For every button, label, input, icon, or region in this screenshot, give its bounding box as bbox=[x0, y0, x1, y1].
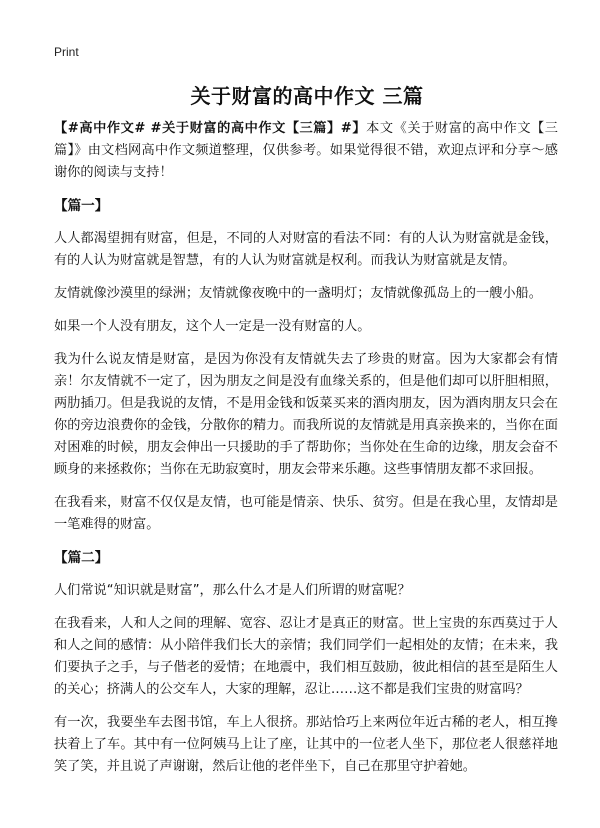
intro-paragraph bbox=[54, 118, 558, 184]
intro-tags: 【#高中作文# #关于财富的高中作文【三篇】#】 bbox=[54, 121, 367, 136]
section-2-paragraph: 人们常说“知识就是财富”，那么什么才是人们所谓的财富呢？ bbox=[54, 583, 411, 598]
section-1-paragraph: 如果一个人没有朋友，这个人一定是一没有财富的人。 bbox=[54, 319, 371, 334]
section-1-paragraph: 我为什么说友情是财富，是因为你没有友情就失去了珍贵的财富。因为大家都会有情亲！尔友情就不一定了，因为朋友之间是没有血缘关系的，但是他们却可以肝胆相照，两肋插刀。但是我说的友情，不是用金钱和饭菜买来的酒肉朋友，因为酒肉朋友只会在你的旁边浪费你的金钱，分散你的精力。而我所说的友情就是用真亲换来的，当你在面对困难的时候，朋友会伸出一只援助的手了帮助你；当你处在生命的边缘，朋友会奋不顾身的来拯救你；当你在无助寂寞时，朋友会带来乐趣。这些事情朋友都不求回报。 bbox=[54, 352, 558, 477]
section-heading-1: 【篇一】 bbox=[54, 198, 109, 214]
section-heading-2: 【篇二】 bbox=[54, 550, 109, 566]
section-1-paragraph: 友情就像沙漠里的绿洲；友情就像夜晚中的一盏明灯；友情就像孤岛上的一艘小船。 bbox=[54, 286, 542, 301]
intro-text: 本文《关于财富的高中作文【三篇】》由文档网高中作文频道整理，仅供参考。如果觉得很不错，欢迎点评和分享～感谢你的阅读与支持！ bbox=[54, 121, 558, 180]
section-1-paragraph: 人人都渴望拥有财富，但是，不同的人对财富的看法不同：有的人认为财富就是金钱，有的人认为财富就是智慧，有的人认为财富就是权利。而我认为财富就是友情。 bbox=[54, 231, 558, 268]
section-2-paragraph: 在我看来，人和人之间的理解、宽容、忍让才是真正的财富。世上宝贵的东西莫过于人和人之间的感情：从小陪伴我们长大的亲情；我们同学们一起相处的友情；在未来，我们要执子之手，与子偕老的爱情；在地震中，我们相互鼓励，彼此相信的甚至是陌生人的关心；挤满人的公交车人，大家的理解，忍让……这不都是我们宝贵的财富吗？ bbox=[54, 616, 558, 697]
section-1-paragraph: 在我看来，财富不仅仅是友情，也可能是情亲、快乐、贫穷。但是在我心里，友情却是一笔难得的财富。 bbox=[54, 495, 558, 532]
print-label: Print bbox=[54, 45, 79, 59]
page-title: 关于财富的高中作文 三篇 bbox=[190, 84, 424, 108]
article-body bbox=[54, 118, 558, 789]
section-2-paragraph: 有一次，我要坐车去图书馆，车上人很挤。那站恰巧上来两位年近古稀的老人，相互搀扶着上了车。其中有一位阿姨马上让了座，让其中的一位老人坐下，那位老人很慈祥地笑了笑，并且说了声谢谢，然后让他的老伴坐下，自己在那里守护着她。 bbox=[54, 715, 558, 774]
